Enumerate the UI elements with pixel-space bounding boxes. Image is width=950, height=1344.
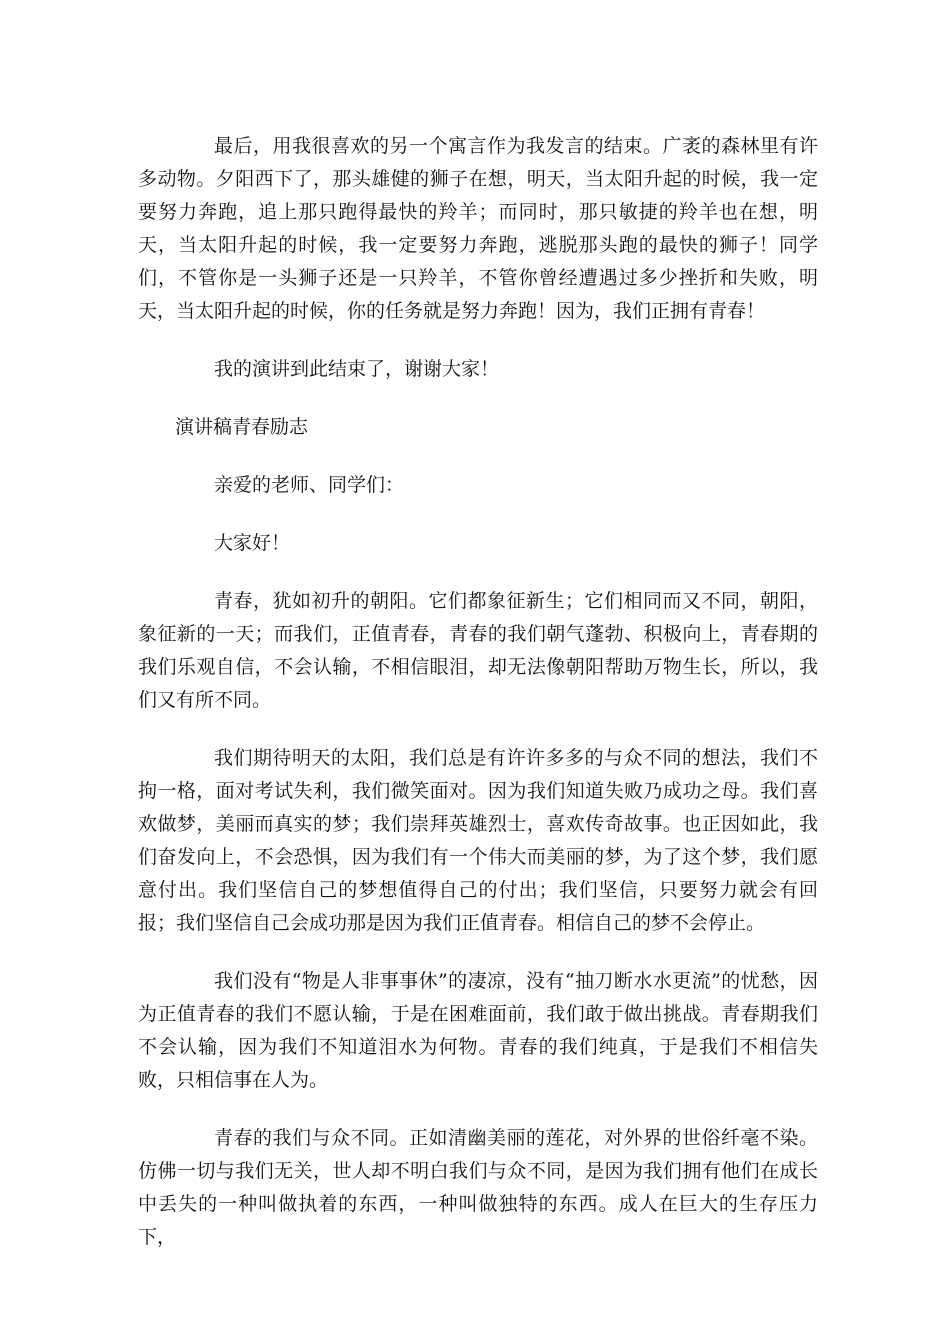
- paragraph-thanks: 我的演讲到此结束了，谢谢大家！: [214, 358, 500, 380]
- paragraph-youth-sun: 青春，犹如初升的朝阳。它们都象征新生；它们相同而又不同，朝阳，象征新的一天；而我们，正值青春，青春的我们朝气蓬勃、积极向上，青春期的我们乐观自信，不会认输，不相信眼泪，却无法像朝阳帮助万物生长，所以，我们又有所不同。: [138, 590, 818, 711]
- paragraph-salutation: 亲爱的老师、同学们：: [214, 474, 405, 496]
- paragraph-dreams: 我们期待明天的太阳，我们总是有许许多多的与众不同的想法，我们不拘一格，面对考试失利，我们微笑面对。因为我们知道失败乃成功之母。我们喜欢做梦，美丽而真实的梦；我们崇拜英雄烈士，喜欢传奇故事。也正因如此，我们奋发向上，不会恐惧，因为我们有一个伟大而美丽的梦，为了这个梦，我们愿意付出。我们坚信自己的梦想值得自己的付出；我们坚信，只要努力就会有回报；我们坚信自己会成功那是因为我们正值青春。相信自己的梦不会停止。: [138, 747, 818, 934]
- document-body: [138, 130, 818, 1279]
- paragraph-greeting: 大家好！: [214, 532, 291, 554]
- paragraph-lotus: 青春的我们与众不同。正如清幽美丽的莲花，对外界的世俗纤毫不染。仿佛一切与我们无关，世人却不明白我们与众不同，是因为我们拥有他们在成长中丢失的一种叫做执着的东西，一种叫做独特的东西。成人在巨大的生存压力下，: [138, 1127, 818, 1248]
- section-heading: 演讲稿青春励志: [175, 416, 309, 438]
- paragraph-closing-fable: 最后，用我很喜欢的另一个寓言作为我发言的结束。广袤的森林里有许多动物。夕阳西下了，那头雄健的狮子在想，明天，当太阳升起的时候，我一定要努力奔跑，追上那只跑得最快的羚羊；而同时，那只敏捷的羚羊也在想，明天，当太阳升起的时候，我一定要努力奔跑，逃脱那头跑的最快的狮子！同学们，不管你是一头狮子还是一只羚羊，不管你曾经遭遇过多少挫折和失败，明天，当太阳升起的时候，你的任务就是努力奔跑！因为，我们正拥有青春！: [138, 135, 818, 322]
- paragraph-no-sorrow: 我们没有“物是人非事事休”的凄凉，没有“抽刀断水水更流”的忧愁，因为正值青春的我们不愿认输，于是在困难面前，我们敢于做出挑战。青春期我们不会认输，因为我们不知道泪水为何物。青春的我们纯真，于是我们不相信失败，只相信事在人为。: [138, 970, 818, 1091]
